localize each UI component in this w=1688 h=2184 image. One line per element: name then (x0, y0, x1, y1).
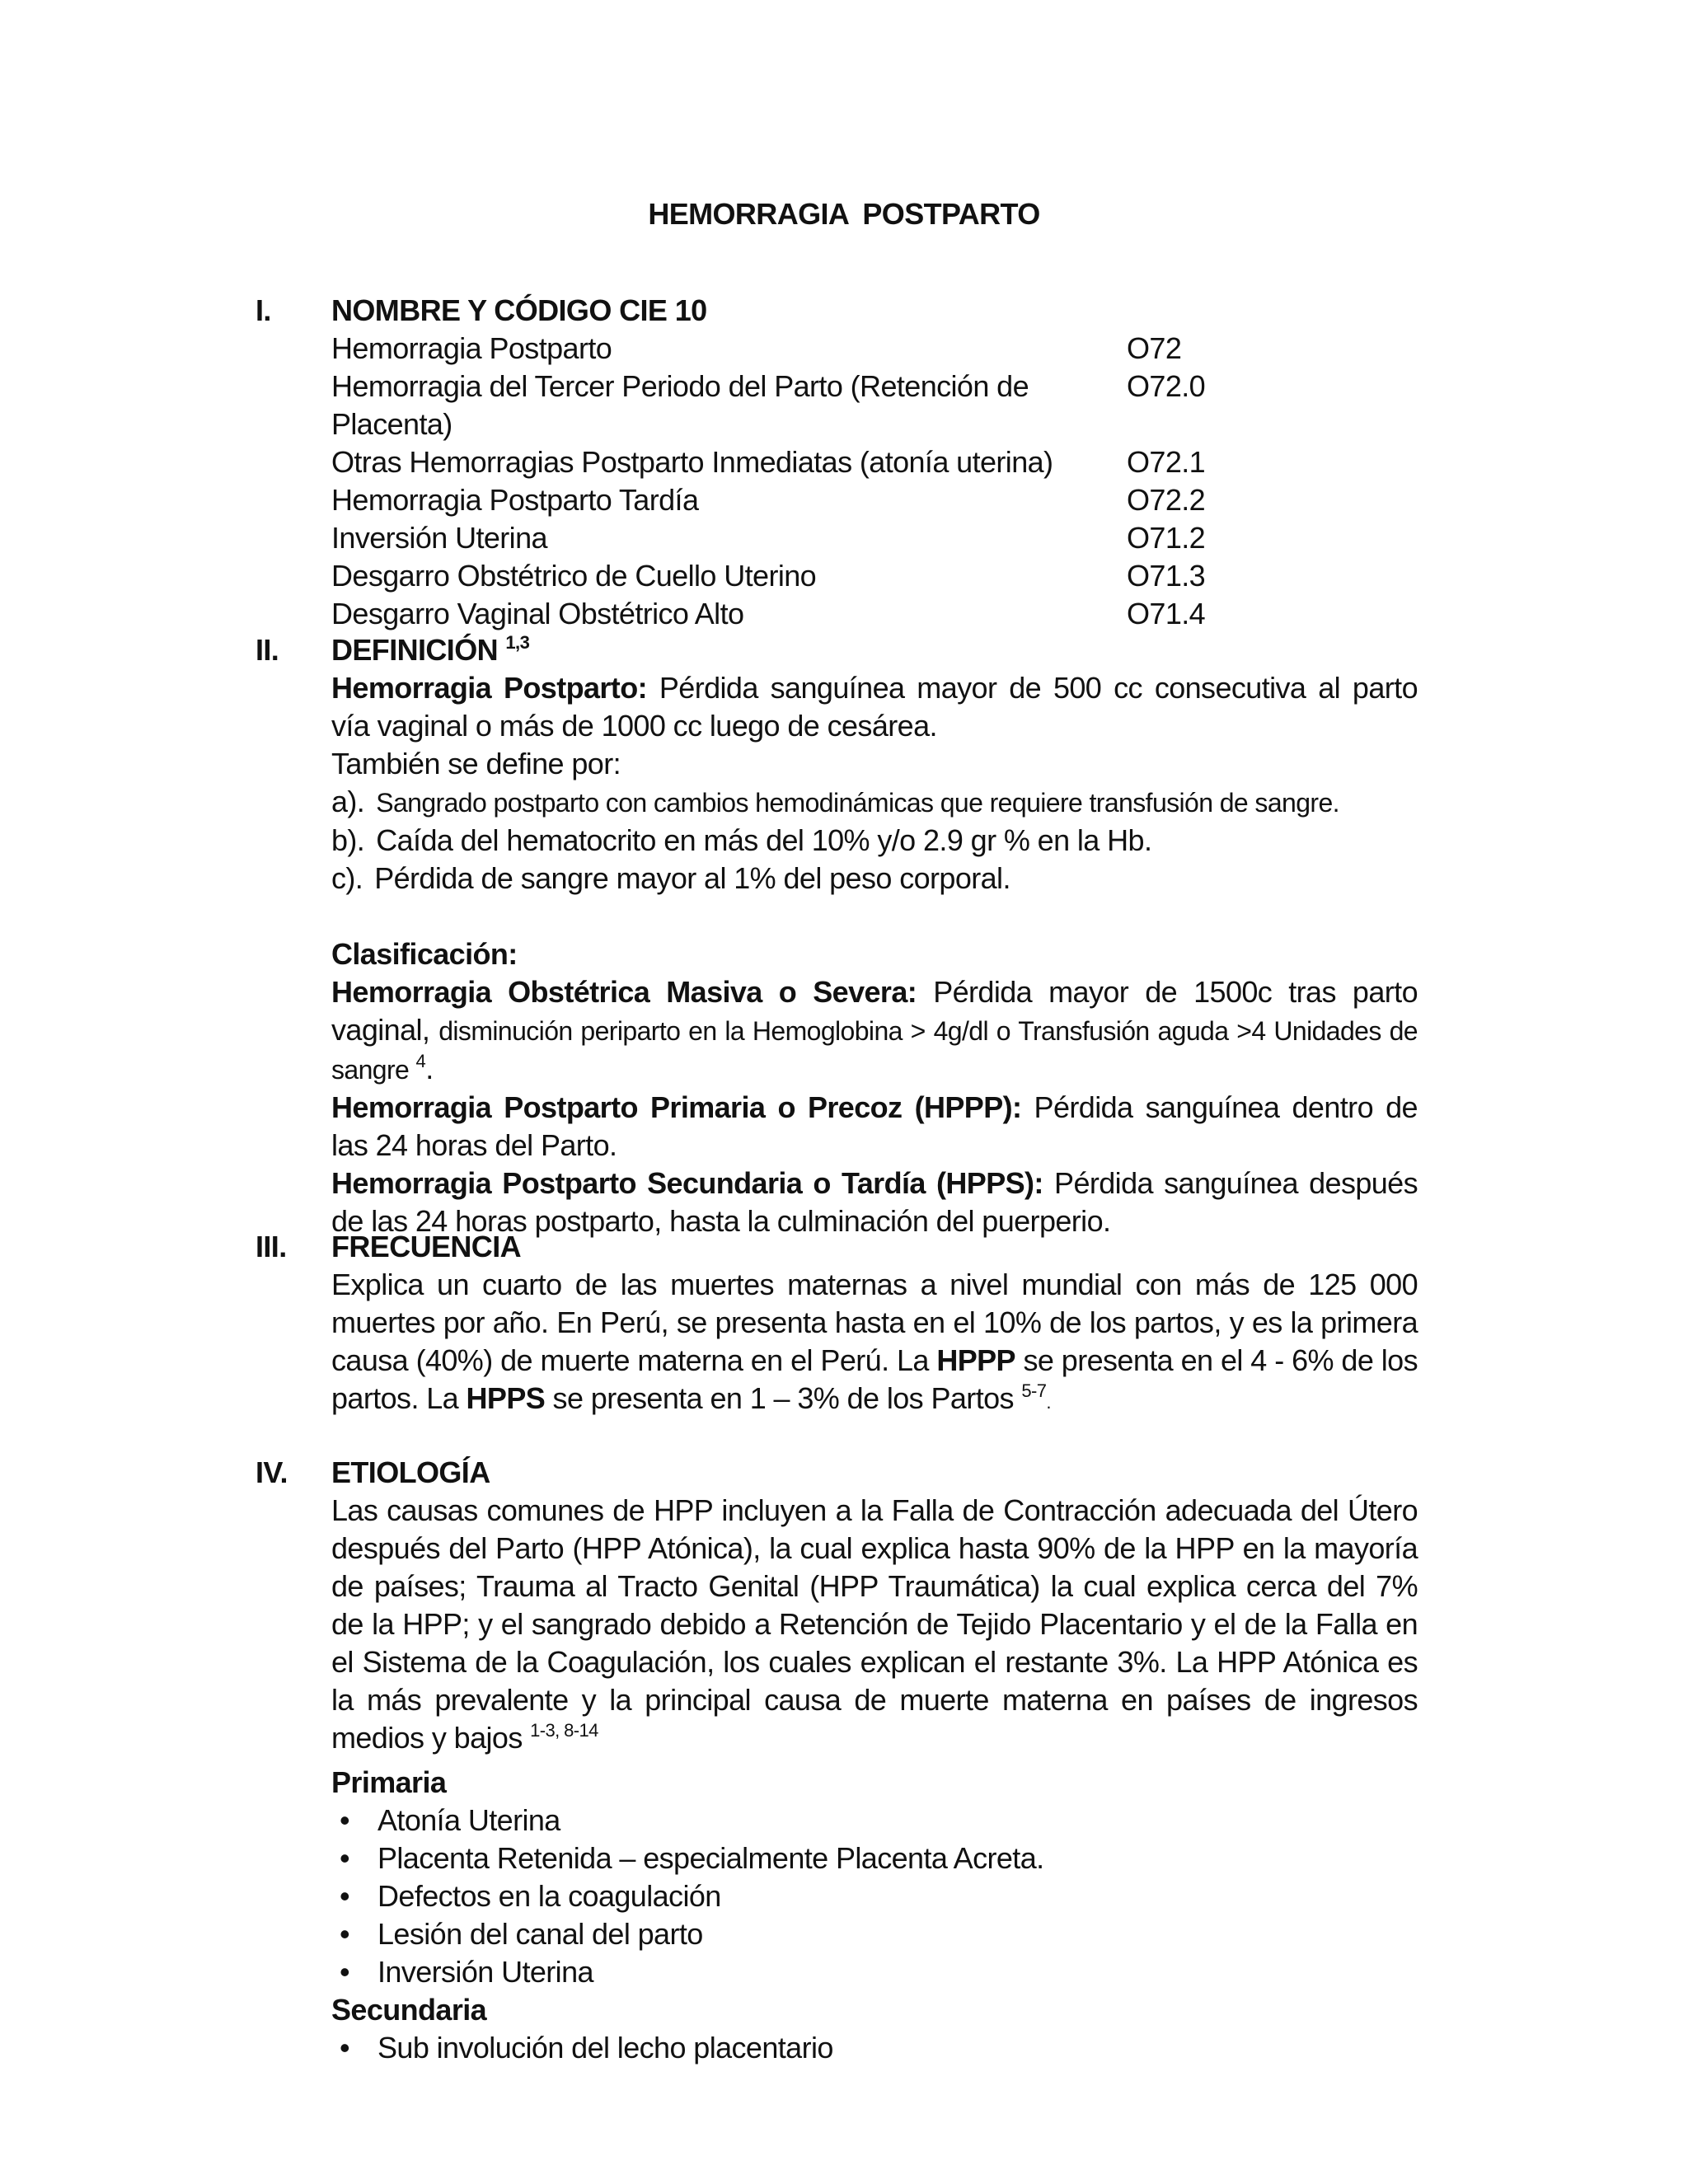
section-numeral: II. (256, 633, 279, 667)
section-heading: DEFINICIÓN $^{1,3}$ (331, 632, 530, 667)
cie-code: O71.4 (1127, 597, 1206, 630)
classification-heading: Clasificación: (331, 937, 518, 971)
etiology-paragraph: Las causas comunes de HPP incluyen a la Falla de Contracción adecuada del Útero después del Parto (HPP Atónica), la cual explica hasta 90% de la HPP en la mayoría de países; Trauma al Tracto Genital (HPP Traumática) la cual explica cerca del 7% de la HPP; y el sangrado debido a Retención de Tejido Placentario y el de la Falla en el Sistema de la Coagulación, los cuales explican el restante 3%. La HPP Atónica es la más prevalente y la principal causa de muerte materna en países de ingresos medios y bajos $^{1-3, 8-14}$ (331, 1493, 1418, 1755)
diagnosis-name: Inversión Uterina (331, 521, 547, 555)
cie-code-row (331, 595, 1418, 633)
classification-masiva: Hemorragia Obstétrica Masiva o Severa: Pérdida mayor de 1500c tras parto vaginal, disminución periparto en la Hemoglobina > 4g/dl o Transfusión aguda >4 Unidades de sangre $^4$. (331, 975, 1418, 1085)
definition-paragraph: Hemorragia Postparto: Pérdida sanguínea mayor de 500 cc consecutiva al parto vía vaginal o más de 1000 cc luego de cesárea. (331, 671, 1418, 743)
cie-code: O72.0 (1127, 369, 1206, 403)
bullet-icon: • (340, 1917, 350, 1951)
list-item: • Defectos en la coagulación (331, 1877, 1418, 1915)
cie-code: O71.2 (1127, 521, 1206, 555)
list-item: • Lesión del canal del parto (331, 1915, 1418, 1953)
secondary-causes-heading: Secundaria (331, 1993, 487, 2027)
cie-code: O72.1 (1127, 445, 1206, 479)
diagnosis-name: Hemorragia Postparto (331, 331, 612, 365)
cie-code-row (331, 481, 1418, 519)
diagnosis-name: Hemorragia del Tercer Periodo del Parto (Retención de Placenta) (331, 369, 1029, 441)
bullet-icon: • (340, 2031, 350, 2064)
secondary-causes-list (331, 2029, 1418, 2067)
classification-primaria: Hemorragia Postparto Primaria o Precoz (HPPP): Pérdida sanguínea dentro de las 24 horas del Parto. (331, 1090, 1418, 1162)
section-heading: FRECUENCIA (331, 1230, 522, 1263)
list-item: • Atonía Uterina (331, 1802, 1418, 1840)
definition-criterion: b). Caída del hematocrito en más del 10% y/o 2.9 gr % en la Hb. (331, 823, 1152, 857)
definition-criteria-list (331, 783, 1418, 898)
section-numeral: III. (256, 1230, 287, 1263)
bullet-icon: • (340, 1955, 350, 1989)
also-defined-label: También se define por: (331, 747, 621, 780)
document-title: HEMORRAGIA POSTPARTO (648, 197, 1040, 231)
definition-criterion: a). Sangrado postparto con cambios hemodinámicas que requiere transfusión de sangre. (331, 785, 1339, 818)
list-item: • Sub involución del lecho placentario (331, 2029, 1418, 2067)
cie-code-row (331, 443, 1418, 481)
classification-secundaria: Hemorragia Postparto Secundaria o Tardía (HPPS): Pérdida sanguínea después de las 24 horas postparto, hasta la culminación del puerperio. (331, 1166, 1418, 1238)
bullet-icon: • (340, 1879, 350, 1913)
frequency-paragraph: Explica un cuarto de las muertes maternas a nivel mundial con más de 125 000 muertes por año. En Perú, se presenta hasta en el 10% de los partos, y es la primera causa (40%) de muerte materna en el Perú. La HPPP se presenta en el 4 - 6% de los partos. La HPPS se presenta en 1 – 3% de los Partos $^{5-7}$. (331, 1268, 1418, 1415)
bullet-icon: • (340, 1841, 350, 1875)
cie-code-row (331, 330, 1418, 368)
section-heading: NOMBRE Y CÓDIGO CIE 10 (331, 293, 707, 327)
primary-causes-heading: Primaria (331, 1765, 447, 1799)
cie-code-row (331, 368, 1418, 443)
definition-criterion: c). Pérdida de sangre mayor al 1% del peso corporal. (331, 861, 1010, 895)
reference-superscript: 1,3 (505, 632, 530, 653)
section-numeral: I. (256, 293, 271, 327)
section-heading: ETIOLOGÍA (331, 1455, 490, 1489)
bullet-icon: • (340, 1803, 350, 1837)
section-numeral: IV. (256, 1455, 288, 1489)
diagnosis-name: Desgarro Obstétrico de Cuello Uterino (331, 559, 817, 593)
primary-causes-list (331, 1802, 1418, 1991)
cie-code-row (331, 519, 1418, 557)
cie-code: O71.3 (1127, 559, 1206, 593)
cie-code-list (331, 330, 1418, 633)
cie-code: O72.2 (1127, 483, 1206, 517)
cie-code-row (331, 557, 1418, 595)
diagnosis-name: Desgarro Vaginal Obstétrico Alto (331, 597, 744, 630)
list-item: • Inversión Uterina (331, 1953, 1418, 1991)
diagnosis-name: Otras Hemorragias Postparto Inmediatas (atonía uterina) (331, 445, 1053, 479)
diagnosis-name: Hemorragia Postparto Tardía (331, 483, 699, 517)
cie-code: O72 (1127, 331, 1182, 365)
list-item: • Placenta Retenida – especialmente Placenta Acreta. (331, 1840, 1418, 1877)
